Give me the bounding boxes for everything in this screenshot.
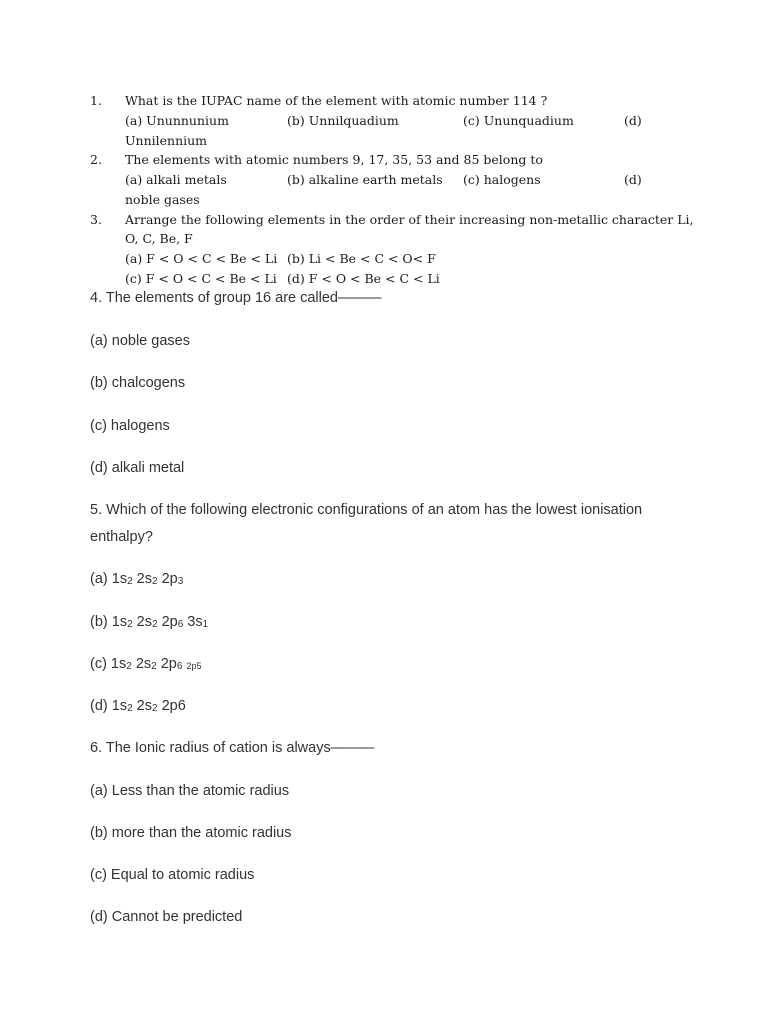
question-4-text: 4. The elements of group 16 are called——— xyxy=(90,290,382,306)
question-2-option-a: (a) alkali metals xyxy=(125,172,227,187)
question-4-option-a: (a) noble gases xyxy=(90,333,190,349)
question-2-option-b: (b) alkaline earth metals xyxy=(287,172,443,187)
question-5-option-c: (c) $1s_2$ $2s_2$ $2p_6$ $_{2p5}$ xyxy=(90,656,202,672)
question-3-text-line-2: O, C, Be, F xyxy=(125,231,193,246)
question-1-option-d: (d) xyxy=(624,113,642,128)
question-3-option-b: (b) Li < Be < C < O< F xyxy=(287,251,436,266)
question-6-option-a: (a) Less than the atomic radius xyxy=(90,783,290,799)
question-6-option-c: (c) Equal to atomic radius xyxy=(90,867,255,883)
question-6-text: 6. The Ionic radius of cation is always——— xyxy=(90,740,375,756)
question-1-number: 1. xyxy=(90,93,102,108)
question-1-option-d-text: Unnilennium xyxy=(125,133,208,148)
question-3-text-line-1: Arrange the following elements in the order of their increasing non-metallic character Li, xyxy=(125,212,694,227)
question-2-option-d: (d) xyxy=(624,172,642,187)
question-1-option-b: (b) Unnilquadium xyxy=(287,113,399,128)
question-4-option-d: (d) alkali metal xyxy=(90,460,185,476)
question-4-option-c: (c) halogens xyxy=(90,418,170,434)
question-2-option-d-text: noble gases xyxy=(125,192,200,207)
question-1-text: What is the IUPAC name of the element with atomic number 114 ? xyxy=(125,93,548,108)
question-3-number: 3. xyxy=(90,212,102,227)
question-6-option-b: (b) more than the atomic radius xyxy=(90,825,292,841)
question-2-text: The elements with atomic numbers 9, 17, 35, 53 and 85 belong to xyxy=(125,152,543,167)
question-5-text-line-2: enthalpy? xyxy=(90,529,153,545)
question-4-option-b: (b) chalcogens xyxy=(90,375,186,391)
question-2-option-c: (c) halogens xyxy=(463,172,541,187)
question-5-option-b: (b) $1s_2$ $2s_2$ $2p_6$ $3s_1$ xyxy=(90,614,209,630)
question-5-text-line-1: 5. Which of the following electronic configurations of an atom has the lowest ionisation xyxy=(90,502,643,518)
question-5-option-a: (a) $1s_2$ $2s_2$ $2p_3$ xyxy=(90,571,184,587)
question-3-option-a: (a) F < O < C < Be < Li xyxy=(125,251,278,266)
question-2-number: 2. xyxy=(90,152,102,167)
question-1-option-c: (c) Ununquadium xyxy=(463,113,574,128)
question-3-option-c: (c) F < O < C < Be < Li xyxy=(125,271,277,286)
question-6-option-d: (d) Cannot be predicted xyxy=(90,909,243,925)
question-3-option-d: (d) F < O < Be < C < Li xyxy=(287,271,440,286)
question-1-option-a: (a) Ununnunium xyxy=(125,113,229,128)
question-5-option-d: (d) $1s_2$ $2s_2$ 2p6 xyxy=(90,698,186,714)
